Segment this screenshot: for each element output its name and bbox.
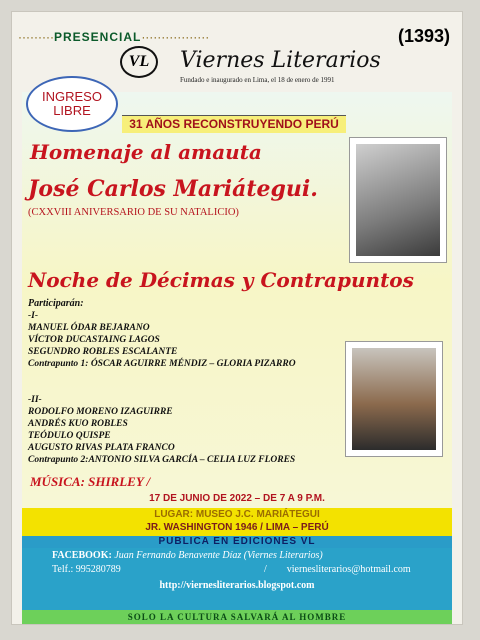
email-line xyxy=(264,564,411,575)
phone-number: Telf.: 995280789 xyxy=(52,564,121,575)
ingreso-line1: INGRESO xyxy=(42,89,102,104)
footer-slogan: SOLO LA CULTURA SALVARÁ AL HOMBRE xyxy=(22,610,452,624)
contact-separator: / xyxy=(264,564,267,575)
event-title: Noche de Décimas y Contrapuntos xyxy=(28,268,414,292)
facebook-value: Juan Fernando Benavente Díaz (Viernes Literarios) xyxy=(114,550,323,561)
participant-name: RODOLFO MORENO IZAGUIRRE xyxy=(28,407,173,417)
contrapunto-line: Contrapunto 2:ANTONIO SILVA GARCÍA – CELIA LUZ FLORES xyxy=(28,455,296,465)
anniversary-note: (CXXVIII ANIVERSARIO DE SU NATALICIO) xyxy=(28,207,239,218)
publication-title: Viernes Literarios xyxy=(180,48,381,73)
honoree-name: José Carlos Mariátegui. xyxy=(28,176,318,202)
group-label: -I- xyxy=(28,311,39,321)
venue-address: JR. WASHINGTON 1946 / LIMA – PERÚ xyxy=(145,522,329,533)
portrait-image xyxy=(352,348,436,450)
mariategui-portrait xyxy=(350,138,446,262)
group-label: -II- xyxy=(28,395,42,405)
publisher-banner: PUBLICA EN EDICIONES VL xyxy=(22,536,452,548)
presencial-label: ·········PRESENCIAL················· xyxy=(18,30,210,44)
ingreso-line2: LIBRE xyxy=(53,103,91,118)
participant-name: AUGUSTO RIVAS PLATA FRANCO xyxy=(28,443,175,453)
venue-name: LUGAR: MUSEO J.C. MARIÁTEGUI xyxy=(154,509,320,520)
anniversary-banner: 31 AÑOS RECONSTRUYENDO PERÚ xyxy=(122,115,346,133)
music-credit: MÚSICA: SHIRLEY / xyxy=(30,474,151,489)
participant-name: SEGUNDRO ROBLES ESCALANTE xyxy=(28,347,178,357)
participant-name: MANUEL ÓDAR BEJARANO xyxy=(28,323,150,333)
email-address[interactable]: viernesliterarios@hotmail.com xyxy=(286,564,411,575)
portrait-image xyxy=(356,144,440,256)
participant-name: TEÓDULO QUISPE xyxy=(28,431,111,441)
contrapunto-line: Contrapunto 1: ÓSCAR AGUIRRE MÉNDIZ – GLORIA PIZARRO xyxy=(28,359,296,369)
participant-name: ANDRÉS KUO ROBLES xyxy=(28,419,128,429)
issue-number: (1393) xyxy=(397,26,450,46)
facebook-label: FACEBOOK: xyxy=(52,550,112,561)
publication-subtitle: Fundado e inaugurado en Lima, el 18 de enero de 1991 xyxy=(180,76,335,84)
venue-banner xyxy=(22,508,452,536)
website-link[interactable]: http://viernesliterarios.blogspot.com xyxy=(159,580,315,591)
performer-portrait xyxy=(346,342,442,456)
participants-group-1 xyxy=(28,310,296,370)
participant-name: VÍCTOR DUCASTAING LAGOS xyxy=(28,335,160,345)
contact-section xyxy=(22,548,452,610)
participants-group-2 xyxy=(28,394,295,466)
homenaje-heading: Homenaje al amauta xyxy=(30,140,262,164)
ingreso-libre-badge xyxy=(26,76,118,132)
event-date: 17 DE JUNIO DE 2022 – DE 7 A 9 P.M. xyxy=(149,493,325,504)
vl-logo: VL xyxy=(120,46,158,78)
poster-sheet xyxy=(12,12,462,624)
participants-heading: Participarán: xyxy=(28,298,84,309)
facebook-line xyxy=(52,550,323,561)
